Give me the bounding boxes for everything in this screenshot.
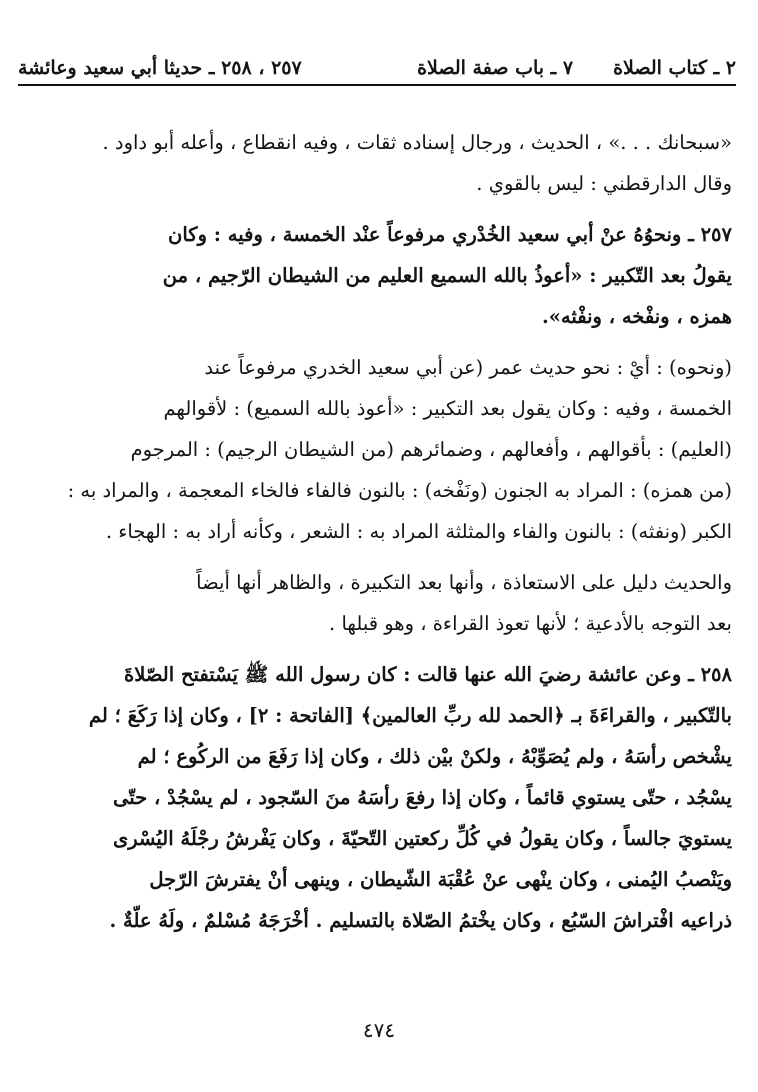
commentary-line: (من همزه) : المراد به الجنون (ونَفْخه) : بالنون فالفاء فالخاء المعجمة ، والمراد به : (67, 479, 732, 502)
header-book-chapter: ٢ ـ كتاب الصلاة (613, 57, 736, 79)
hadith-line: بالتّكبير ، والقراءَةَ بـ ﴿الحمد لله ربِّ العالمين﴾ [الفاتحة : ٢] ، وكان إذا رَكَعَ ؛ لم (88, 704, 732, 727)
hadith-line: يسْجُد ، حتّى يستوي قائماً ، وكان إذا رفعَ رأسَهُ منَ السّجود ، لم يسْجُدْ ، حتّى (113, 786, 732, 809)
hadith-line: يقولُ بعد التّكبير : «أعوذُ بالله السميع العليم من الشيطان الرّجيم ، من (162, 264, 732, 287)
header-section: ٧ ـ باب صفة الصلاة (417, 57, 574, 79)
hadith-line: همزه ، ونفْخه ، ونفْثه». (541, 305, 732, 328)
running-header (18, 52, 736, 86)
text-line: وقال الدارقطني : ليس بالقوي . (476, 172, 732, 195)
header-right-group (417, 57, 736, 79)
commentary-line: (العليم) : بأقوالهم ، وأفعالهم ، وضمائرهم (من الشيطان الرجيم) : المرجوم (130, 438, 732, 461)
commentary-line: الكبر (ونفثه) : بالنون والفاء والمثلثة المراد به : الشعر ، وكأنه أراد به : الهجاء . (105, 520, 732, 543)
hadith-line: ٢٥٧ ـ ونحوُهُ عنْ أبي سعيد الخُدْري مرفوعاً عنْد الخمسة ، وفيه : وكان (168, 223, 732, 246)
text-line: «سبحانك . . .» ، الحديث ، ورجال إسناده ثقات ، وفيه انقطاع ، وأعله أبو داود . (102, 131, 732, 154)
commentary-line: (ونحوه) : أيْ : نحو حديث عمر (عن أبي سعيد الخدري مرفوعاً عند (204, 356, 732, 379)
page-number: ٤٧٤ (362, 1018, 396, 1042)
hadith-line: يستويَ جالساً ، وكان يقولُ في كُلِّ ركعتين التّحيّةَ ، وكان يَفْرشُ رجْلَهُ اليُسْرى (112, 827, 732, 850)
commentary-line: الخمسة ، وفيه : وكان يقول بعد التكبير : «أعوذ بالله السميع) : لأقوالهم (163, 397, 732, 420)
hadith-line: ويَنْصبُ اليُمنى ، وكان ينْهى عنْ عُقْبَة الشّيطان ، وينهى أنْ يفترشَ الرّجل (149, 868, 732, 891)
hadith-line: يشْخص رأسَهُ ، ولم يُصَوِّبْهُ ، ولكنْ بيْن ذلك ، وكان إذا رَفَعَ من الركُوع ؛ لم (137, 745, 732, 768)
text-line: بعد التوجه بالأدعية ؛ لأنها تعوذ القراءة ، وهو قبلها . (329, 612, 732, 635)
hadith-line: ٢٥٨ ـ وعن عائشة رضيَ الله عنها قالت : كان رسول الله ﷺ يَسْتفتح الصّلاةَ (124, 663, 732, 686)
header-hadith-ref: ٢٥٧ ، ٢٥٨ ـ حديثا أبي سعيد وعائشة (18, 57, 302, 79)
text-line: والحديث دليل على الاستعاذة ، وأنها بعد التكبيرة ، والظاهر أنها أيضاً (196, 571, 732, 594)
hadith-line: ذراعيه افْتراشَ السّبُع ، وكان يخْتمُ الصّلاة بالتسليم . أخْرَجَهُ مُسْلمٌ ، ولَهُ علّةٌ . (109, 909, 732, 932)
page-body (32, 122, 732, 941)
